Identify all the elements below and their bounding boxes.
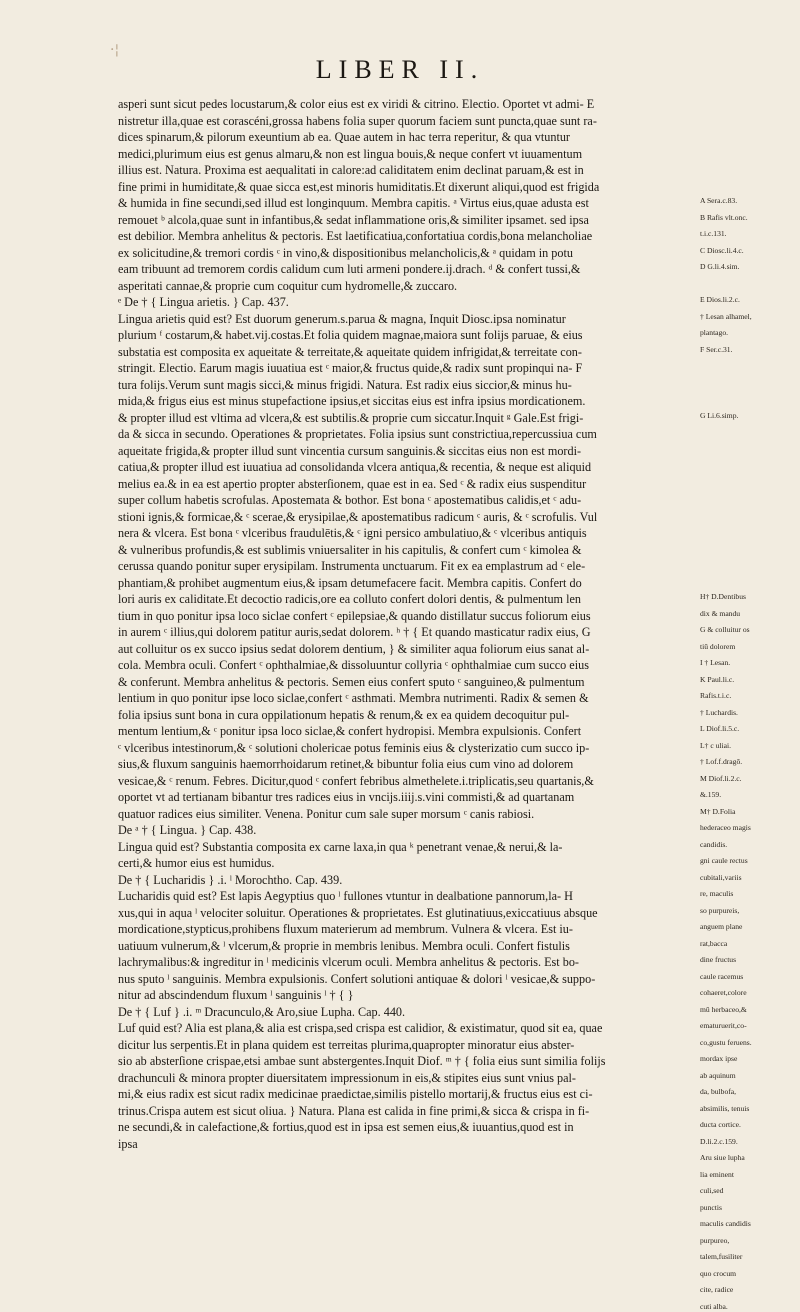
margin-note: mordax ipse xyxy=(700,1054,738,1063)
margin-note: re, maculis xyxy=(700,889,734,898)
text-line: stringit. Electio. Earum magis iuuatiua est ᶜ maior,& fructus quide,& radix sunt propinqui na- F xyxy=(118,361,583,375)
margin-note: † Lesan alhamel, xyxy=(700,311,752,321)
text-line: catiua,& propter illud est iuuatiua ad consolidanda vlcera antiqua,& recentia, & neque est aliquid xyxy=(118,460,592,474)
margin-note: culi,sed xyxy=(700,1186,724,1195)
margin-note: tiū dolorem xyxy=(700,641,736,651)
text-line: trinus.Crispa autem est sicut oliua. } Natura. Plana est calida in fine primi,& sicca & crispa in fi- xyxy=(118,1103,590,1118)
text-line: Luf quid est? Alia est plana,& alia est crispa,sed crispa est calidior, & existimatur, quod sit ea, quae xyxy=(118,1021,603,1035)
text-line: sius,& fluxum sanguinis haemorrhoidarum retinet,& bibuntur folia eius cum vino ad dolorem xyxy=(118,757,574,771)
text-line: Lingua quid est? Substantia composita ex carne laxa,in qua ᵏ penetrant venae,& nerui,& la- xyxy=(118,839,563,854)
margin-note: † Luchardis. xyxy=(700,707,738,717)
margin-note: ematuruerit,co- xyxy=(700,1021,747,1030)
text-line: Lucharidis quid est? Est lapis Aegyptius quo ˡ fullones vtuntur in dealbatione pannorum,la- H xyxy=(118,889,573,903)
margin-note: candidis. xyxy=(700,839,728,849)
text-line: phantiam,& prohibet augmentum eius,& ipsam detumefacere facit. Membra capitis. Confert do xyxy=(118,575,582,590)
margin-note: dix & mandu xyxy=(700,608,741,618)
text-line: oportet vt ad tertianam bibantur tres radices eius in vncijs.iiij.s.vini commisti,& ad quartanam xyxy=(118,790,575,804)
text-line: ipsa xyxy=(118,1136,138,1151)
margin-note: mū herbaceo,& xyxy=(700,1004,747,1014)
margin-note: rat,bacca xyxy=(700,938,728,948)
text-line: est debilior. Membra anhelitus & pectoris. Est laetificatiua,confortatiua cordis,bona melancholiae xyxy=(118,229,593,243)
margin-note: talem,fusiliter xyxy=(700,1252,743,1261)
margin-note: ducta cortice. xyxy=(700,1120,741,1129)
text-line: melius ea.& in ea est apertio propter absterſionem, quae est in ea. Sed ᶜ & radix eius suspenditur xyxy=(118,476,587,491)
margin-note: F Ser.c.31. xyxy=(700,344,733,354)
margin-note: dine fructus xyxy=(700,955,737,964)
text-line: tium in quo ponitur ipsa loco siclae confert ᶜ epilepsiae,& quando distillatur succus foliorum eius xyxy=(118,608,591,623)
margin-note: I † Lesan. xyxy=(700,658,731,667)
text-line: fine primi in humiditate,& quae sicca est,est minoris humiditatis.Et dixerunt aliqui,quod est frigida xyxy=(118,179,600,194)
text-line: nera & vlcera. Est bona ᶜ vlceribus fraudulētis,& ᶜ igni persico ambulatiuo,& ᶜ vlceribus antiquis xyxy=(118,526,587,540)
text-line: uatiuum vulnerum,& ˡ vlcerum,& proprie in membris lenibus. Membra oculi. Confert fistulis xyxy=(118,938,570,953)
margin-note: G Li.6.simp. xyxy=(700,410,739,420)
margin-note: E Dios.li.2.c. xyxy=(700,295,740,304)
margin-note: G & colluitur os xyxy=(700,625,750,634)
text-line: lentium in quo ponitur ipse loco siclae,confert ᶜ asthmati. Membra nutrimenti. Radix & semen & xyxy=(118,691,589,705)
text-line: mentum lentium,& ᶜ ponitur ipsa loco siclae,& confert hydropisi. Membra expulsionis. Confert xyxy=(118,724,582,738)
text-line: asperi sunt sicut pedes locustarum,& color eius est ex viridi & citrino. Electio. Oportet vt admi- E xyxy=(118,97,595,111)
text-line: & propter illud est vltima ad vlcera,& est subtilis.& proprie cum siccatur.Inquit ᵍ Gale.Est frigi- xyxy=(118,410,584,425)
text-line: medici,plurimum eius est genus almaru,& non est lingua bouis,& neque confert vt iuuamentum xyxy=(118,146,583,161)
text-line: ex solicitudine,& tremori cordis ᶜ in vino,& dispositionibus melancholicis,& ᵃ quidam in potu xyxy=(118,245,573,260)
text-line: De † { Lucharidis } .i. ˡ Morochtho. Cap. 439. xyxy=(118,872,343,887)
text-line: vesicae,& ᶜ renum. Febres. Dicitur,quod ᶜ confert febribus almethelete.i.triplicatis,seu quartanis,& xyxy=(118,773,594,788)
margin-note: t.i.c.131. xyxy=(700,229,727,238)
text-line: stioni ignis,& formicae,& ᶜ scerae,& erysipilae,& apostematibus radicum ᶜ auris, & ᶜ scrofulis. Vul xyxy=(118,509,598,524)
margin-note: C Diosc.li.4.c. xyxy=(700,245,744,255)
text-line: da & sicca in secundo. Operationes & proprietates. Folia ipsius sunt constrictiua,repercussiua cum xyxy=(118,427,597,441)
margin-note: plantago. xyxy=(700,328,729,337)
margin-note: caule racemus xyxy=(700,971,744,981)
text-line: De ᵃ † { Lingua. } Cap. 438. xyxy=(118,823,257,837)
margin-note: anguem plane xyxy=(700,922,743,931)
margin-note: purpureo, xyxy=(700,1235,730,1245)
text-line: dicitur lus serpentis.Et in plana quidem est terreitas plurima,quapropter minoratur eius abster- xyxy=(118,1037,575,1052)
text-line: substatia est composita ex aqueitate & terreitate,& aqueitate quidem infrigidat,& terreitate con- xyxy=(118,344,582,359)
text-line: Lingua arietis quid est? Est duorum generum.s.parua & magna, Inquit Diosc.ipsa nominatur xyxy=(118,311,566,326)
text-line: ᶜ vlceribus intestinorum,& ᶜ solutioni cholericae potus feminis eius & clysterizatio cum succo ip- xyxy=(118,740,590,755)
margin-note: Rafis.t.i.c. xyxy=(700,691,732,700)
margin-note: hederaceo magis xyxy=(700,823,751,832)
text-line: aqueitate frigida,& propter illud sunt vincentia cursum sanguinis.& siccitas eius non est mordi- xyxy=(118,443,582,458)
margin-note: quo crocum xyxy=(700,1268,737,1278)
text-line: & humida in fine secundi,sed illud est longinquum. Membra capitis. ᵃ Virtus eius,quae adusta est xyxy=(118,196,589,210)
text-line: illius est. Natura. Proxima est aequalitati in calore:ad caliditatem enim declinat paruam,& est in xyxy=(118,163,584,177)
margin-note: ab aquinum xyxy=(700,1070,736,1080)
text-line: in aurem ᶜ illius,qui dolorem patitur auris,sedat dolorem. ʰ † { Et quando masticatur radix eius, G xyxy=(118,625,591,639)
text-line: mi,& eius radix est sicut radix medicinae praedictae,similis pistello mortarij,& fructus eius est ci- xyxy=(118,1087,593,1101)
margin-note: L Diof.li.5.c. xyxy=(700,724,740,733)
margin-note: da, bulbofa, xyxy=(700,1087,737,1096)
text-line: sio ab absterſione crispae,etsi ambae sunt abstergentes.Inquit Diof. ᵐ † { folia eius sunt similia folijs xyxy=(118,1054,606,1068)
text-line: mordicatione,stypticus,prohibens fluxum materierum ad membrum. Vulnera & vlcera. Est iu- xyxy=(118,922,573,936)
margin-note: L† c uliai. xyxy=(700,740,731,750)
text-line: lachrymalibus:& ingreditur in ˡ medicinis vlcerum oculi. Membra anhelitus & pectoris. Est bo- xyxy=(118,955,579,969)
running-header: LIBER II. xyxy=(315,55,485,84)
text-line: & vulneribus profundis,& est sublimis vniuersaliter in his capitulis, & confert cum ᶜ kimolea & xyxy=(118,542,582,557)
margin-note: D.li.2.c.159. xyxy=(700,1136,738,1146)
margin-note: absimilis, tenuis xyxy=(700,1103,750,1113)
text-line: asperitati cannae,& proprie cum coquitur cum hydromelle,& zuccaro. xyxy=(118,278,458,293)
margin-note: M Diof.li.2.c. xyxy=(700,773,742,783)
margin-note: maculis candidis xyxy=(700,1219,751,1228)
text-line: De † { Luf } .i. ᵐ Dracunculo,& Aro,siue Lupha. Cap. 440. xyxy=(118,1004,406,1019)
text-line: tura folijs.Verum sunt magis sicci,& minus frigidi. Natura. Est radix eius siccior,& minus hu- xyxy=(118,377,572,392)
text-line: remouet ᵇ alcola,quae sunt in infantibus,& sedat inflammatione oris,& similiter ipsamet. sed ipsa xyxy=(118,212,589,227)
text-line: nitur ad abscindendum fluxum ˡ sanguinis ˡ † { } xyxy=(118,988,354,1002)
margin-note: co,gustu feruens. xyxy=(700,1037,752,1047)
text-line: ne secundi,& in calefactione,& fortius,quod est in ipsa est semen eius,& iuuantius,quod est in xyxy=(118,1120,574,1134)
margin-note: Aru siue lupha xyxy=(700,1153,745,1162)
text-line: ᵉ De † { Lingua arietis. } Cap. 437. xyxy=(118,295,289,309)
margin-note: † Lof.f.dragō. xyxy=(700,757,743,766)
text-line: xus,qui in aqua ˡ velociter soluitur. Operationes & proprietates. Est glutinatiuus,exiccatiuus absque xyxy=(118,905,598,920)
text-line: folia ipsius sunt bona in cura oppilationum hepatis & renum,& ex ea quidem decoquitur pul- xyxy=(118,707,570,722)
text-line: super collum habetis scrofulas. Apostemata & bothor. Est bona ᶜ apostematibus calidis,et ᶜ adu- xyxy=(118,493,582,507)
text-line: & conferunt. Membra anhelitus & pectoris. Semen eius confert sputo ᶜ sanguineo,& pulmentum xyxy=(118,674,585,689)
margin-note: cohaeret,colore xyxy=(700,988,747,997)
text-line: cola. Membra oculi. Confert ᶜ ophthalmiae,& dissoluuntur collyria ᶜ ophthalmiae cum succo eius xyxy=(118,658,589,672)
text-line: certi,& humor eius est humidus. xyxy=(118,856,275,870)
text-line: quatuor radices eius similiter. Venena. Ponitur cum sale super morsum ᶜ canis rabiosi. xyxy=(118,806,535,821)
margin-note: cubitali,variis xyxy=(700,872,742,882)
margin-note: lia eminent xyxy=(700,1169,734,1179)
text-line: nus sputo ˡ sanguinis. Membra expulsionis. Confert solutioni antiquae & dolori ˡ vesicae,& suppo- xyxy=(118,971,596,986)
margin-note: gni caule rectus xyxy=(700,856,748,865)
margin-note: cite, radice xyxy=(700,1285,734,1294)
margin-note: &.159. xyxy=(700,790,722,799)
text-line: nistretur illa,quae est corascéni,grossa habens folia super quorum faciem sunt puncta,quae sunt ra- xyxy=(118,113,597,128)
margin-note: so purpureis, xyxy=(700,905,740,915)
text-line: mida,& frigus eius est minus stupefactione ipsius,et siccitas eius est infra ipsius mordicationem. xyxy=(118,394,586,408)
text-line: eam tribuunt ad tremorem cordis calidum cum luti armeni pondere.ij.drach. ᵈ & confert tussi,& xyxy=(118,262,581,276)
main-text-block xyxy=(118,96,690,1152)
text-line: lori auris ex caliditate.Et decoctio radicis,ore ea colluto confert dolori dentis, & pulmentum len xyxy=(118,592,581,606)
margin-note: M† D.Folia xyxy=(700,806,736,816)
page-corner-mark: ·¦ xyxy=(110,42,120,58)
margin-note: B Rafis vlt.onc. xyxy=(700,212,748,222)
margin-note: D G.li.4.sim. xyxy=(700,262,740,271)
text-line: dices spinarum,& pilorum exeuntium ab ea. Quae autem in hac terra reperitur, & qua vtuntur xyxy=(118,130,570,144)
margin-note: A Sera.c.83. xyxy=(700,196,738,205)
margin-note: K Paul.li.c. xyxy=(700,674,735,684)
margin-note: H† D.Dentibus xyxy=(700,592,746,601)
margin-note: punctis xyxy=(700,1202,722,1212)
text-line: plurium ᶠ costarum,& habet.vij.costas.Et folia quidem magnae,maiora sunt folijs paruae, & eius xyxy=(118,328,583,342)
text-line: aut colluitur os ex succo ipsius sedat dolorem dentium, } & similiter aqua foliorum eius sanat al- xyxy=(118,641,590,656)
margin-note: cuti alba. xyxy=(700,1301,728,1311)
text-line: cerussa quando ponitur super erysipilam. Instrumenta unctuarum. Fit ex ea emplastrum ad ᶜ ele- xyxy=(118,559,586,573)
text-line: drachunculi & minora propter diuersitatem impressionum in eis,& stipites eius sunt vnius pal- xyxy=(118,1070,576,1085)
